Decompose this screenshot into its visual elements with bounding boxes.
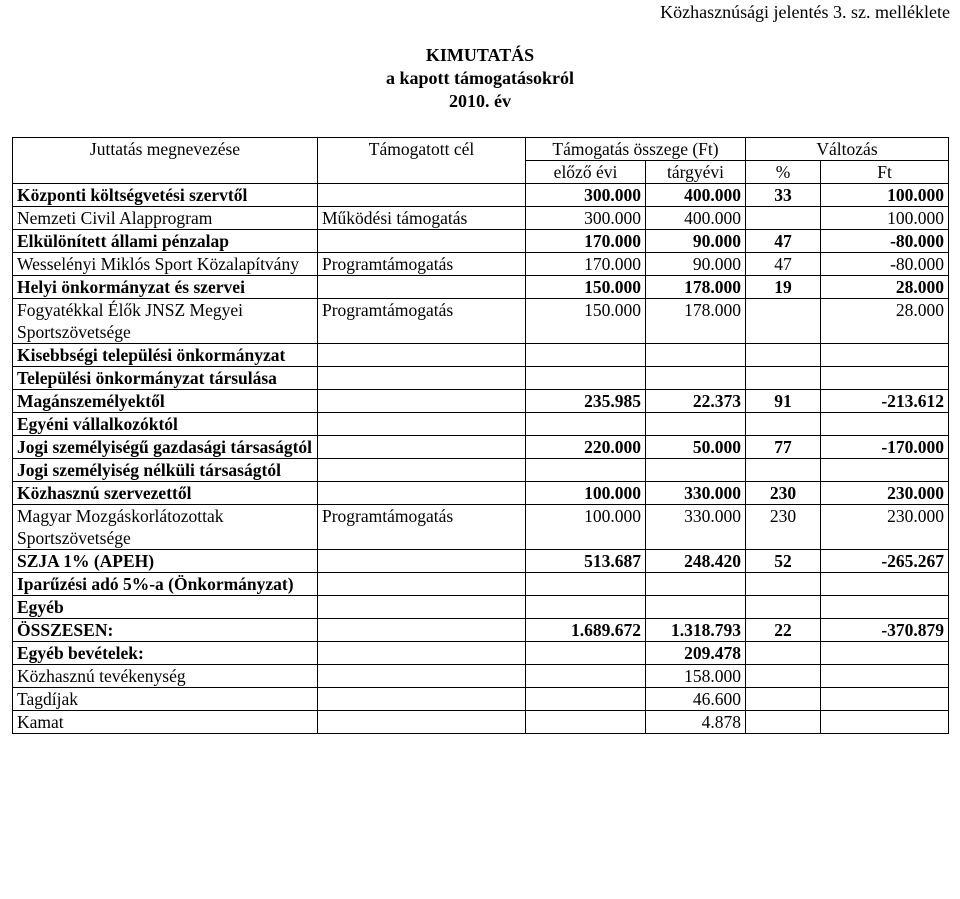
cell-pct: 19 <box>746 276 821 299</box>
cell-goal <box>318 276 526 299</box>
table-body <box>13 184 949 734</box>
header-row-1 <box>13 138 949 161</box>
cell-pct: 47 <box>746 253 821 276</box>
cell-pct <box>746 207 821 230</box>
table-row <box>13 344 949 367</box>
cell-ft <box>821 573 949 596</box>
cell-name: Elkülönített állami pénzalap <box>13 230 318 253</box>
cell-ft: 100.000 <box>821 184 949 207</box>
cell-curr <box>646 344 746 367</box>
cell-curr: 178.000 <box>646 299 746 344</box>
cell-pct <box>746 688 821 711</box>
cell-pct <box>746 665 821 688</box>
cell-goal <box>318 367 526 390</box>
cell-curr: 50.000 <box>646 436 746 459</box>
col-header-prev: előző évi <box>526 161 646 184</box>
table-row <box>13 390 949 413</box>
cell-curr: 248.420 <box>646 550 746 573</box>
cell-pct: 33 <box>746 184 821 207</box>
cell-prev: 100.000 <box>526 505 646 550</box>
table-row <box>13 276 949 299</box>
cell-goal: Programtámogatás <box>318 253 526 276</box>
cell-pct: 52 <box>746 550 821 573</box>
cell-name: Települési önkormányzat társulása <box>13 367 318 390</box>
table-row <box>13 299 949 344</box>
col-header-pct: % <box>746 161 821 184</box>
table-row <box>13 573 949 596</box>
cell-pct: 22 <box>746 619 821 642</box>
cell-name: Wesselényi Miklós Sport Közalapítvány <box>13 253 318 276</box>
col-header-goal: Támogatott cél <box>318 138 526 184</box>
cell-ft: -80.000 <box>821 230 949 253</box>
cell-goal <box>318 413 526 436</box>
cell-prev <box>526 367 646 390</box>
cell-pct <box>746 299 821 344</box>
cell-goal <box>318 688 526 711</box>
cell-name: Fogyatékkal Élők JNSZ Megyei Sportszövetsége <box>13 299 318 344</box>
cell-prev <box>526 344 646 367</box>
cell-goal: Programtámogatás <box>318 299 526 344</box>
cell-ft <box>821 711 949 734</box>
cell-curr <box>646 596 746 619</box>
cell-name: Nemzeti Civil Alapprogram <box>13 207 318 230</box>
cell-goal <box>318 573 526 596</box>
cell-name: Közhasznú szervezettől <box>13 482 318 505</box>
cell-name: Kisebbségi települési önkormányzat <box>13 344 318 367</box>
cell-ft <box>821 413 949 436</box>
cell-pct <box>746 459 821 482</box>
cell-ft: 28.000 <box>821 299 949 344</box>
cell-ft: 230.000 <box>821 482 949 505</box>
cell-goal <box>318 436 526 459</box>
cell-curr: 4.878 <box>646 711 746 734</box>
table-row <box>13 413 949 436</box>
cell-name: Magánszemélyektől <box>13 390 318 413</box>
cell-curr <box>646 413 746 436</box>
cell-pct: 230 <box>746 505 821 550</box>
page-header: Közhasznúsági jelentés 3. sz. melléklete <box>660 2 950 22</box>
cell-goal <box>318 665 526 688</box>
cell-name: Tagdíjak <box>13 688 318 711</box>
table-row <box>13 505 949 550</box>
title-line-3: 2010. év <box>449 91 511 111</box>
cell-ft <box>821 367 949 390</box>
cell-prev: 235.985 <box>526 390 646 413</box>
cell-curr: 1.318.793 <box>646 619 746 642</box>
cell-curr: 209.478 <box>646 642 746 665</box>
cell-prev <box>526 642 646 665</box>
cell-pct <box>746 573 821 596</box>
col-header-change: Változás <box>746 138 949 161</box>
cell-curr: 46.600 <box>646 688 746 711</box>
cell-curr <box>646 367 746 390</box>
table-row <box>13 688 949 711</box>
cell-prev <box>526 711 646 734</box>
cell-curr <box>646 459 746 482</box>
cell-prev: 300.000 <box>526 207 646 230</box>
cell-name: Egyéb <box>13 596 318 619</box>
col-header-amount: Támogatás összege (Ft) <box>526 138 746 161</box>
cell-pct <box>746 711 821 734</box>
cell-name: Magyar Mozgáskorlátozottak Sportszövetsége <box>13 505 318 550</box>
cell-ft <box>821 344 949 367</box>
col-header-curr: tárgyévi <box>646 161 746 184</box>
cell-prev <box>526 573 646 596</box>
cell-goal <box>318 344 526 367</box>
cell-pct <box>746 367 821 390</box>
cell-prev <box>526 459 646 482</box>
cell-curr: 90.000 <box>646 253 746 276</box>
table-row <box>13 459 949 482</box>
cell-name: Központi költségvetési szervtől <box>13 184 318 207</box>
cell-prev: 150.000 <box>526 299 646 344</box>
cell-curr: 22.373 <box>646 390 746 413</box>
cell-prev: 300.000 <box>526 184 646 207</box>
cell-prev: 220.000 <box>526 436 646 459</box>
cell-ft: -170.000 <box>821 436 949 459</box>
cell-prev <box>526 596 646 619</box>
table-row <box>13 665 949 688</box>
cell-prev <box>526 688 646 711</box>
cell-goal <box>318 711 526 734</box>
cell-ft: -213.612 <box>821 390 949 413</box>
cell-name: Jogi személyiségű gazdasági társaságtól <box>13 436 318 459</box>
cell-curr: 400.000 <box>646 184 746 207</box>
cell-curr: 400.000 <box>646 207 746 230</box>
cell-name: Iparűzési adó 5%-a (Önkormányzat) <box>13 573 318 596</box>
cell-curr <box>646 573 746 596</box>
cell-name: Közhasznú tevékenység <box>13 665 318 688</box>
cell-pct <box>746 642 821 665</box>
cell-name: Helyi önkormányzat és szervei <box>13 276 318 299</box>
table-row <box>13 367 949 390</box>
cell-curr: 330.000 <box>646 505 746 550</box>
cell-pct <box>746 344 821 367</box>
cell-name: Egyéb bevételek: <box>13 642 318 665</box>
cell-ft <box>821 688 949 711</box>
cell-name: Egyéni vállalkozóktól <box>13 413 318 436</box>
cell-goal <box>318 230 526 253</box>
table-row <box>13 550 949 573</box>
cell-ft <box>821 459 949 482</box>
cell-ft: 28.000 <box>821 276 949 299</box>
cell-ft: -265.267 <box>821 550 949 573</box>
cell-ft: -80.000 <box>821 253 949 276</box>
table-row <box>13 184 949 207</box>
cell-curr: 330.000 <box>646 482 746 505</box>
cell-prev: 513.687 <box>526 550 646 573</box>
cell-pct: 77 <box>746 436 821 459</box>
cell-goal <box>318 459 526 482</box>
cell-pct <box>746 413 821 436</box>
cell-prev: 170.000 <box>526 253 646 276</box>
title-line-2: a kapott támogatásokról <box>386 68 574 88</box>
table-row <box>13 619 949 642</box>
cell-ft: 100.000 <box>821 207 949 230</box>
cell-ft: -370.879 <box>821 619 949 642</box>
cell-pct: 230 <box>746 482 821 505</box>
cell-goal <box>318 596 526 619</box>
cell-ft <box>821 642 949 665</box>
cell-prev: 170.000 <box>526 230 646 253</box>
cell-ft <box>821 596 949 619</box>
document-title <box>380 44 580 113</box>
cell-goal <box>318 642 526 665</box>
cell-goal <box>318 390 526 413</box>
cell-pct <box>746 596 821 619</box>
col-header-name: Juttatás megnevezése <box>13 138 318 184</box>
title-line-1: KIMUTATÁS <box>425 45 535 65</box>
cell-pct: 91 <box>746 390 821 413</box>
cell-goal <box>318 184 526 207</box>
cell-prev: 1.689.672 <box>526 619 646 642</box>
cell-curr: 90.000 <box>646 230 746 253</box>
table-row <box>13 207 949 230</box>
cell-name: Jogi személyiség nélküli társaságtól <box>13 459 318 482</box>
cell-curr: 178.000 <box>646 276 746 299</box>
cell-ft <box>821 665 949 688</box>
table-row <box>13 436 949 459</box>
cell-pct: 47 <box>746 230 821 253</box>
table-row <box>13 596 949 619</box>
cell-name: SZJA 1% (APEH) <box>13 550 318 573</box>
cell-goal: Programtámogatás <box>318 505 526 550</box>
cell-prev <box>526 413 646 436</box>
cell-name: Kamat <box>13 711 318 734</box>
table-row <box>13 482 949 505</box>
table-row <box>13 253 949 276</box>
table-row <box>13 711 949 734</box>
cell-curr: 158.000 <box>646 665 746 688</box>
cell-goal <box>318 482 526 505</box>
support-table <box>12 137 949 734</box>
cell-goal: Működési támogatás <box>318 207 526 230</box>
cell-name: ÖSSZESEN: <box>13 619 318 642</box>
cell-goal <box>318 550 526 573</box>
cell-prev: 150.000 <box>526 276 646 299</box>
table-row <box>13 230 949 253</box>
cell-goal <box>318 619 526 642</box>
cell-prev <box>526 665 646 688</box>
col-header-ft: Ft <box>821 161 949 184</box>
table-row <box>13 642 949 665</box>
cell-ft: 230.000 <box>821 505 949 550</box>
cell-prev: 100.000 <box>526 482 646 505</box>
